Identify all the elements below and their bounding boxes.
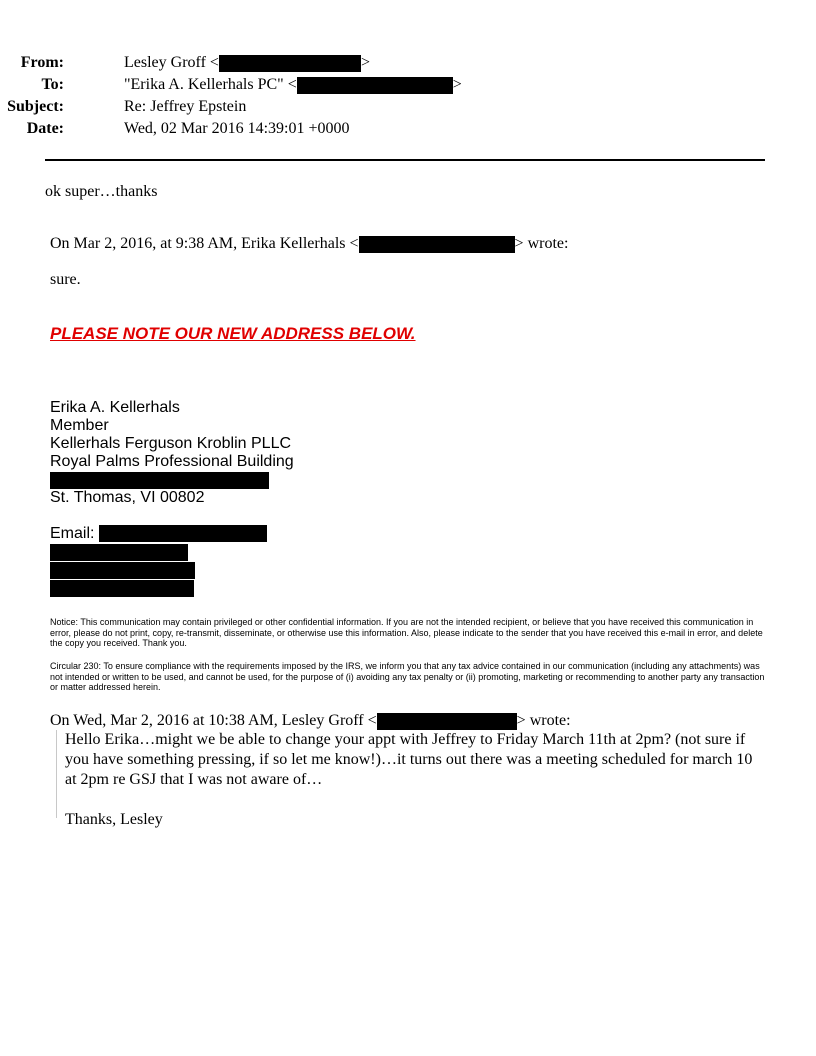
address-notice-heading: PLEASE NOTE OUR NEW ADDRESS BELOW. — [50, 324, 416, 343]
header-date-row — [0, 119, 760, 141]
quoted-attribution-1: On Mar 2, 2016, at 9:38 AM, Erika Kellerhals < > wrote: — [50, 235, 569, 252]
redacted-contact-line — [50, 562, 195, 579]
attribution-text: On Wed, Mar 2, 2016 at 10:38 AM, Lesley Groff — [50, 712, 364, 729]
from-label: From: — [20, 54, 64, 71]
redacted-email — [219, 55, 361, 72]
circular-230-notice: Circular 230: To ensure compliance with the requirements imposed by the IRS, we inform you that any tax advice contained in our communication (including any attachments) was not intended or written to be used, and cannot be used, for the purpose of (i) avoiding any tax penalty or (ii) promoting, marketing or recommending to another party any transaction or matter addressed herein. — [50, 661, 765, 692]
quoted-signoff-2: Thanks, Lesley — [65, 811, 163, 828]
attribution-suffix: wrote: — [529, 712, 571, 729]
signature-title: Member — [50, 417, 109, 434]
signature-email-line — [50, 525, 267, 543]
quoted-body-1: sure. — [50, 271, 81, 288]
quoted-block-2 — [56, 730, 765, 828]
subject-label: Subject: — [7, 98, 64, 115]
attribution-suffix: wrote: — [527, 235, 569, 252]
quoted-attribution-2: On Wed, Mar 2, 2016 at 10:38 AM, Lesley Groff < > wrote: — [50, 712, 571, 729]
signature-building: Royal Palms Professional Building — [50, 453, 294, 470]
subject-value: Re: Jeffrey Epstein — [124, 98, 247, 115]
redacted-email — [99, 525, 267, 542]
header-from-row — [0, 53, 760, 75]
redacted-street-address — [50, 472, 269, 489]
redacted-contact-line — [50, 580, 194, 597]
from-name: Lesley Groff — [124, 54, 206, 71]
header-to-row — [0, 75, 760, 97]
header-divider — [45, 159, 765, 161]
date-label: Date: — [26, 120, 64, 137]
redacted-contact-line — [50, 544, 188, 561]
from-value: Lesley Groff < > — [124, 54, 370, 71]
to-value: "Erika A. Kellerhals PC" < > — [124, 76, 462, 93]
signature-firm: Kellerhals Ferguson Kroblin PLLC — [50, 435, 292, 452]
reply-body: ok super…thanks — [45, 183, 158, 200]
redacted-email — [297, 77, 453, 94]
redacted-email — [377, 713, 517, 730]
date-value: Wed, 02 Mar 2016 14:39:01 +0000 — [124, 120, 350, 137]
signature-city: St. Thomas, VI 00802 — [50, 489, 205, 506]
quoted-body-2: Hello Erika…might we be able to change your appt with Jeffrey to Friday March 11th at 2pm? (not sure if you have something pressing, if so let me know!)…it turns out there was a meeting scheduled for march 10 at 2pm re GSJ that I was not aware of… — [65, 731, 753, 788]
email-label: Email: — [50, 525, 95, 542]
to-name: "Erika A. Kellerhals PC" — [124, 76, 284, 93]
signature-name: Erika A. Kellerhals — [50, 399, 180, 416]
redacted-email — [359, 236, 515, 253]
attribution-text: On Mar 2, 2016, at 9:38 AM, Erika Kellerhals — [50, 235, 346, 252]
header-subject-row — [0, 97, 760, 119]
to-label: To: — [41, 76, 64, 93]
confidentiality-notice: Notice: This communication may contain privileged or other confidential information. If you are not the intended recipient, or believe that you have received this communication in error, please do not print, copy, re-transmit, disseminate, or otherwise use this information. Also, please indicate to the sender that you have received this e-mail in error, and delete the copy you received. Thank you. — [50, 617, 763, 648]
